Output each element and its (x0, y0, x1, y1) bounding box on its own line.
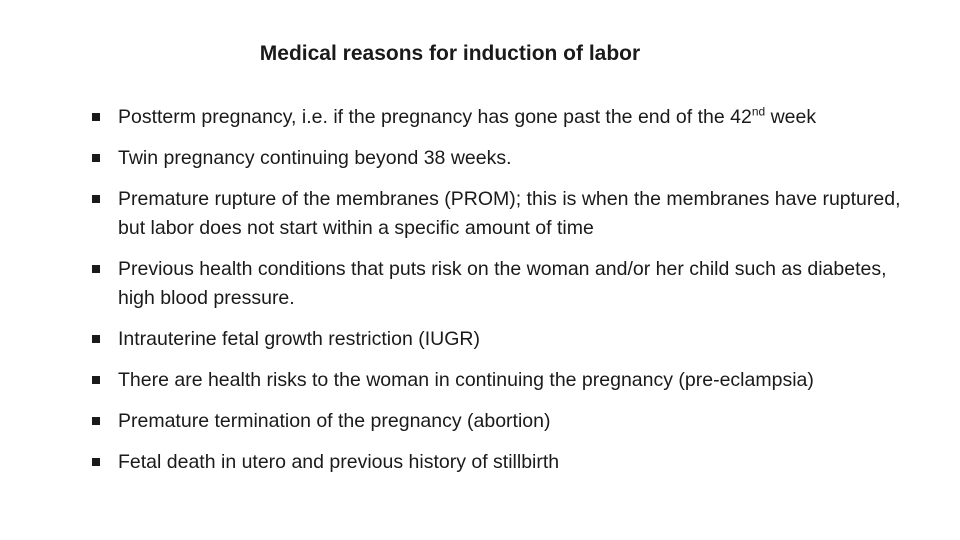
bullet-text: Postterm pregnancy, i.e. if the pregnancy has gone past the end of the 42 (118, 106, 752, 128)
bullet-text: Previous health conditions that puts risk on the woman and/or her child such as diabetes, high blood pressure. (118, 258, 887, 309)
square-bullet-icon (92, 376, 100, 384)
bullet-text-after: week (765, 106, 817, 128)
bullet-item (92, 448, 922, 477)
square-bullet-icon (92, 195, 100, 203)
bullet-text: Premature termination of the pregnancy (abortion) (118, 410, 551, 432)
bullet-item (92, 255, 922, 313)
bullet-item (92, 144, 922, 173)
bullet-item (92, 366, 922, 395)
bullet-text: Intrauterine fetal growth restriction (IUGR) (118, 328, 480, 350)
bullet-list (92, 103, 922, 489)
bullet-item (92, 325, 922, 354)
square-bullet-icon (92, 335, 100, 343)
bullet-item (92, 407, 922, 436)
bullet-text: Twin pregnancy continuing beyond 38 weeks. (118, 147, 512, 169)
slide-title: Medical reasons for induction of labor (259, 42, 641, 65)
bullet-item (92, 103, 922, 132)
bullet-text: There are health risks to the woman in continuing the pregnancy (pre-eclampsia) (118, 369, 814, 391)
square-bullet-icon (92, 265, 100, 273)
bullet-text: Premature rupture of the membranes (PROM); this is when the membranes have ruptured, but labor does not start within a specific amount of time (118, 188, 901, 239)
bullet-superscript: nd (751, 104, 766, 119)
square-bullet-icon (92, 154, 100, 162)
square-bullet-icon (92, 417, 100, 425)
square-bullet-icon (92, 458, 100, 466)
square-bullet-icon (92, 113, 100, 121)
bullet-text: Fetal death in utero and previous history of stillbirth (118, 451, 560, 473)
bullet-item (92, 185, 922, 243)
